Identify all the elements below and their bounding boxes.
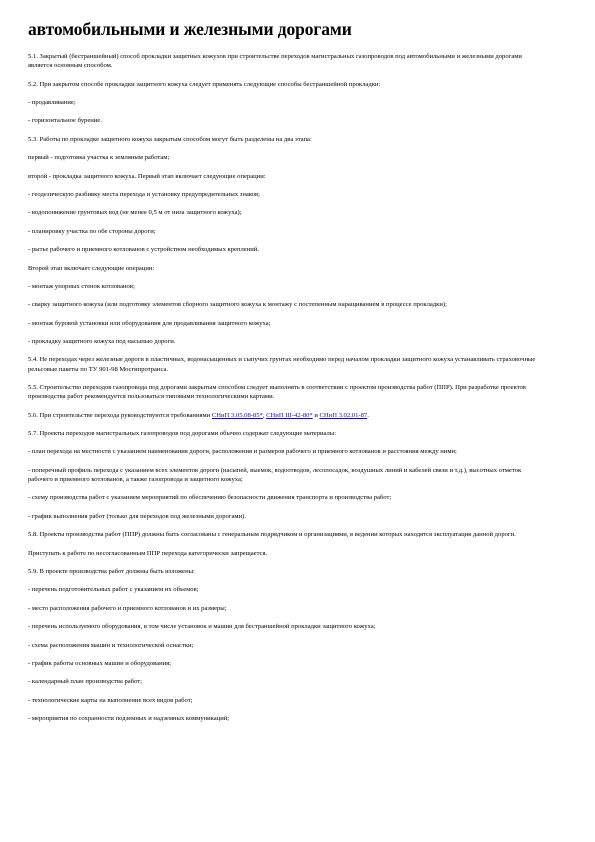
- link-separator: ,: [262, 411, 267, 419]
- prohibition-note: Приступать к работе по несогласованным ППР перехода категорически запрещается.: [28, 549, 268, 557]
- list-item-site-grading: - планировку участка по обе стороны дороги;: [28, 227, 156, 235]
- stage-one-text: первый - подготовка участка к земляным работам;: [28, 154, 170, 162]
- document-body: [28, 52, 547, 723]
- list-item-geodetic-marking: - геодезическую разбивку места перехода и установку предупредительных знаков;: [28, 190, 260, 198]
- list-item-work-schedule: - график выполнения работ (только для переходов под железными дорогами).: [28, 512, 246, 520]
- list-item-preparatory-works: - перечень подготовительных работ с указанием их объемов;: [28, 586, 199, 594]
- paragraph-5-9: 5.9. В проекте производства работ должны быть изложены:: [28, 567, 195, 575]
- paragraph-5-7: 5.7. Проекты переходов магистральных газопроводов под дорогами обычно содержат следующие материалы:: [28, 430, 337, 438]
- list-item-drill-rig-mounting: - монтаж буровой установки или оборудования для продавливания защитного кожуха;: [28, 319, 271, 327]
- paragraph-5-8: 5.8. Проекты производства работ (ППР) должны быть согласованы с генеральным подрядчиком и организациями, в ведении которых находятся эксплуатация данной дороги.: [28, 531, 516, 539]
- list-item-casing-laying: - прокладку защитного кожуха под насыпью дороги.: [28, 338, 176, 346]
- link-separator: и: [312, 411, 320, 419]
- list-item-pit-location: - место расположения рабочего и приемного котлованов и их размеры;: [28, 604, 227, 612]
- list-item-machine-layout: - схема расположения машин и технологической оснастки;: [28, 641, 194, 649]
- list-item-site-plan: - план перехода на местности с указанием наименования дороги, расположения и размеров рабочего и приемного котлованов и расстояния между ними;: [28, 448, 457, 456]
- paragraph-5-5: 5.5. Строительство переходов газопровода под дорогами закрытым способом следует выполнять в соответствии с проектом производства работ (ППР). При разработке проектов производства работ рекомендуется пользоваться типовыми технологическими картами.: [28, 384, 526, 401]
- stage-two-text: второй - прокладка защитного кожуха. Первый этап включает следующие операции:: [28, 172, 266, 180]
- paragraph-5-1: 5.1. Закрытый (бестраншейный) способ прокладки защитных кожухов при строительстве переходов магистральных газопроводов под автомобильными и железными дорогами является основным способом.: [28, 53, 522, 70]
- paragraph-5-6-text: 5.6. При строительстве перехода руководствуются требованиями: [28, 411, 212, 419]
- list-item-thrust-walls: - монтаж упорных стенок котлованов;: [28, 282, 135, 290]
- list-item-cross-profile: - поперечный профиль перехода с указанием всех элементов дороги (насыпей, выемок, водоотводов, лесопосадок, воздушных линий и кабелей связи и т.д.), высотных отметок рабочего и приемного котлованов, а также газопровода и защитного кожуха;: [28, 466, 522, 484]
- list-item-pit-digging: - рытье рабочего и приемного котлованов с устройством необходимых креплений.: [28, 246, 259, 254]
- list-item-horizontal-drilling: - горизонтальное бурение.: [28, 117, 102, 125]
- list-item-dewatering: - водопонижение грунтовых вод (не менее 0,5 м от низа защитного кожуха);: [28, 209, 242, 217]
- list-item-equipment-list: - перечень используемого оборудования, в том числе установок и машин для бестраншейной прокладки защитного кожуха;: [28, 623, 376, 631]
- document-title: автомобильными и железными дорогами: [28, 19, 352, 39]
- paragraph-5-6: [28, 411, 547, 420]
- stage-two-heading: Второй этап включает следующие операции:: [28, 264, 155, 272]
- list-item-pushing: - продавливание;: [28, 98, 76, 106]
- paragraph-5-4: 5.4. Не переходах через железные дороги в пластичных, водонасыщенных и сыпучих грунтах необходимо перед началом прокладки защитного кожуха устанавливать страховочные рельсовые пакеты по ТУ 901-98 Мосгипротранса.: [28, 356, 536, 373]
- sentence-end: .: [367, 411, 369, 419]
- snip-link-3-02-01-87[interactable]: СНиП 3.02.01-87: [319, 411, 368, 419]
- paragraph-5-3: 5.3. Работы по прокладке защитного кожуха закрытым способом могут быть разделены на два этапа:: [28, 135, 312, 143]
- paragraph-5-2: 5.2. При закрытом способе прокладки защитного кожуха следует применять следующие способы бестраншейной прокладки:: [28, 80, 381, 88]
- list-item-calendar-plan: - календарный план производства работ;: [28, 678, 143, 686]
- snip-link-3-05-08-85[interactable]: СНиП 3.05.08-85*: [211, 411, 263, 419]
- list-item-machine-schedule: - график работы основных машин и оборудования;: [28, 659, 171, 667]
- list-item-utility-protection: - мероприятия по сохранности подземных и надземных коммуникаций;: [28, 715, 230, 723]
- list-item-process-charts: - технологические карты на выполнение всех видов работ;: [28, 696, 193, 704]
- list-item-casing-welding: - сварку защитного кожуха (или подготовку элементов сборного защитного кожуха к монтажу с постепенным наращиванием в процессе прокладки);: [28, 301, 447, 309]
- list-item-work-scheme: - схему производства работ с указанием мероприятий по обеспечению безопасности движения транспорта и производства работ;: [28, 494, 392, 502]
- snip-link-iii-42-80[interactable]: СНиП III-42-80*: [266, 411, 313, 419]
